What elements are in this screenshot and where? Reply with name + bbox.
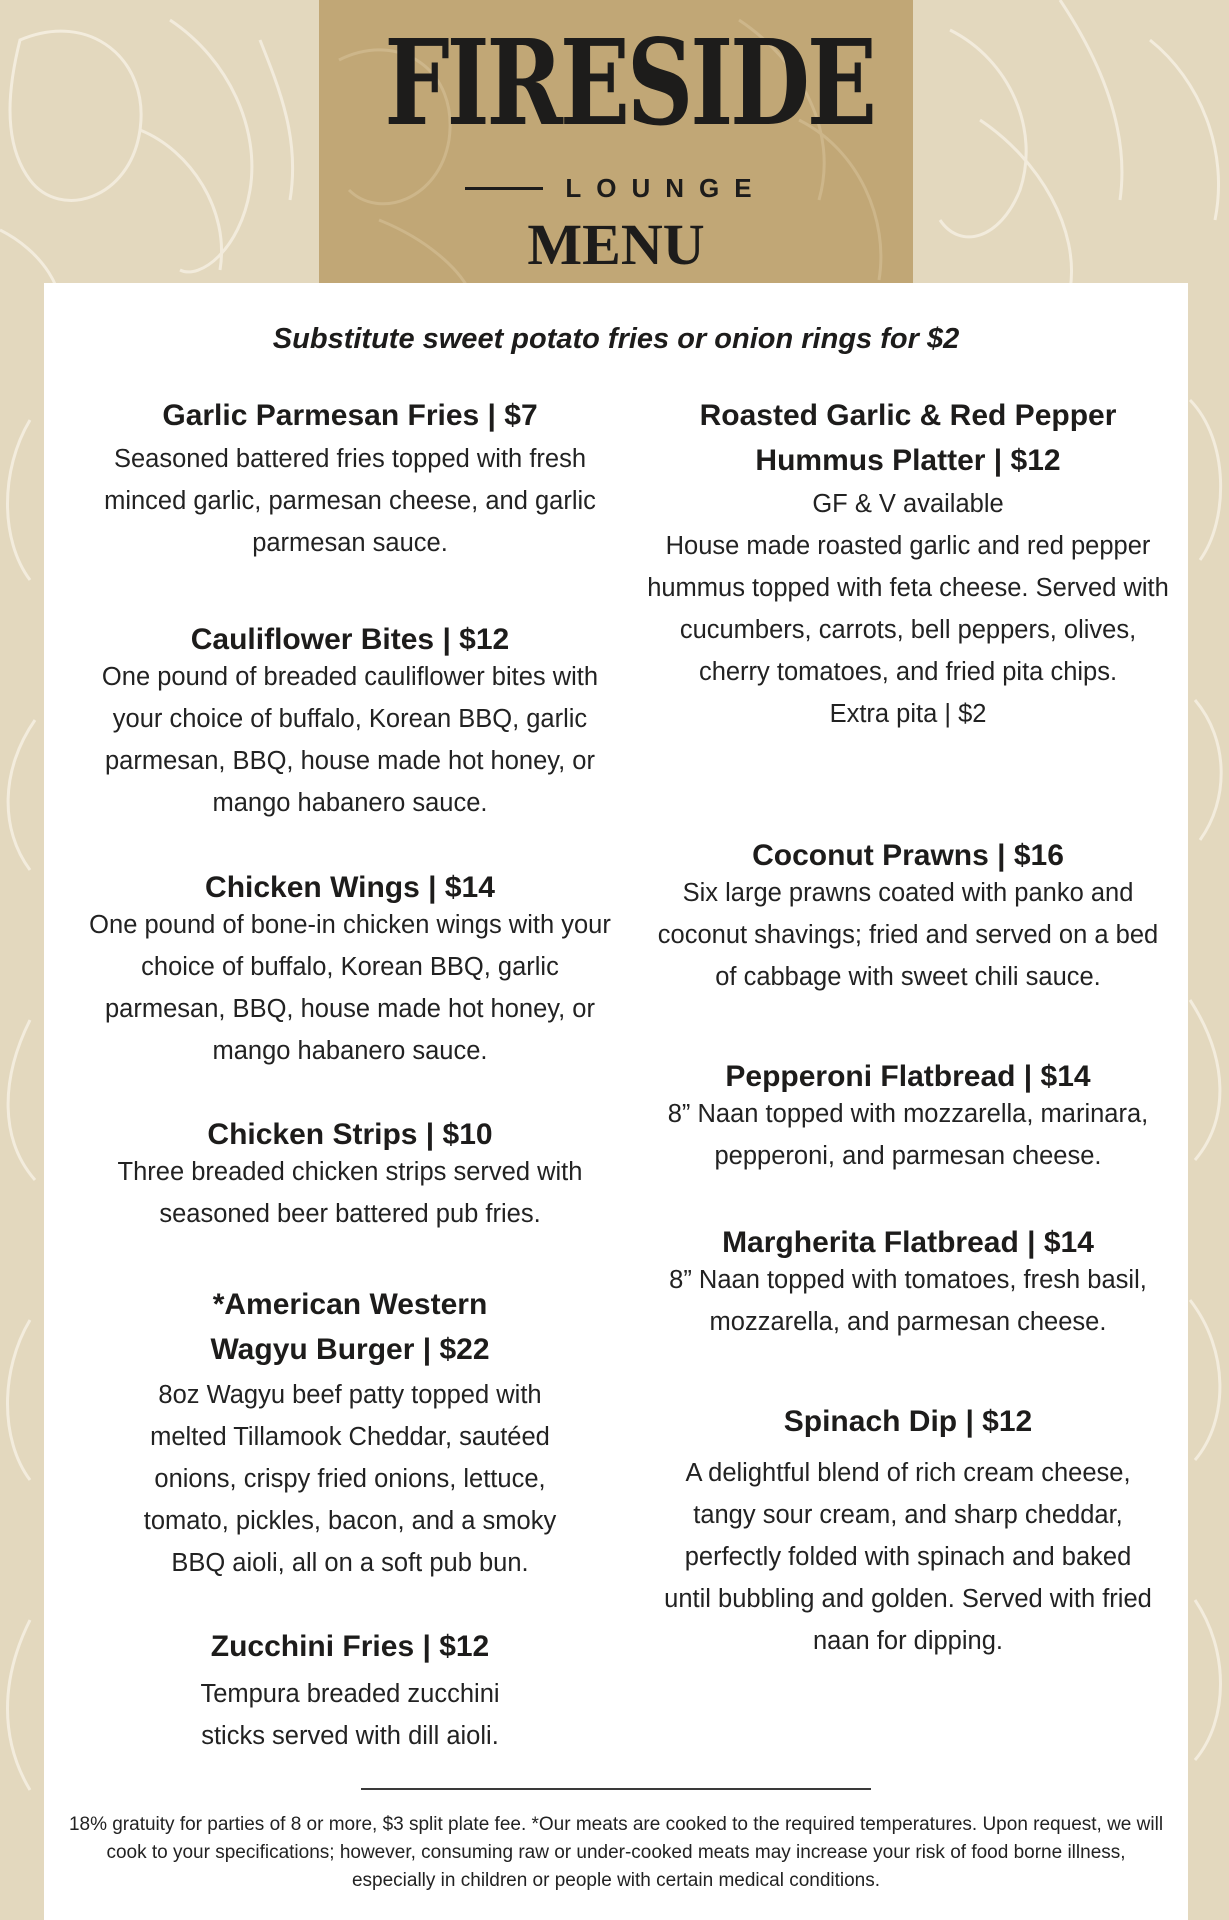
menu-item-description: 8” Naan topped with tomatoes, fresh basil, mozzarella, and parmesan cheese.: [669, 1266, 1147, 1336]
menu-item-title: Coconut Prawns | $16: [752, 839, 1064, 872]
menu-item-description: Six large prawns coated with panko and coconut shavings; fried and served on a bed of cabbage with sweet chili sauce.: [657, 879, 1159, 991]
header-logo-panel: [319, 0, 913, 290]
menu-item-description: A delightful blend of rich cream cheese, tangy sour cream, and sharp cheddar, perfectly folded with spinach and baked until bubbling and golden. Served with fried naan for dipping.: [664, 1459, 1152, 1655]
menu-item-dietary-note: GF & V available: [812, 490, 1004, 518]
menu-item-title: *American Western Wagyu Burger | $22: [210, 1288, 490, 1366]
menu-item-title: Margherita Flatbread | $14: [722, 1226, 1094, 1259]
footer-divider: [361, 1788, 871, 1790]
menu-item: [626, 393, 1190, 735]
logo-rule: [465, 187, 543, 190]
brand-sub-word: LOUNGE: [565, 172, 767, 203]
menu-item-description: One pound of bone-in chicken wings with your choice of buffalo, Korean BBQ, garlic parmesan, BBQ, house made hot honey, or mango habanero sauce.: [89, 911, 611, 1065]
menu-item: [66, 617, 634, 824]
menu-item-title: Cauliflower Bites | $12: [190, 623, 510, 656]
menu-item: [66, 1624, 634, 1757]
menu-item-description: 8oz Wagyu beef patty topped with melted Tillamook Cheddar, sautéed onions, crispy fried onions, lettuce, tomato, pickles, bacon, and a smoky BBQ aioli, all on a soft pub bun.: [143, 1381, 557, 1577]
menu-item-title: Roasted Garlic & Red Pepper Hummus Platter | $12: [699, 399, 1117, 477]
substitution-note: Substitute sweet potato fries or onion rings for $2: [272, 323, 960, 355]
menu-item: [626, 1220, 1190, 1343]
menu-item-description: Seasoned battered fries topped with fresh minced garlic, parmesan cheese, and garlic parmesan sauce.: [104, 445, 596, 557]
menu-item-description: One pound of breaded cauliflower bites with your choice of buffalo, Korean BBQ, garlic parmesan, BBQ, house made hot honey, or mango habanero sauce.: [101, 663, 599, 817]
brand-logo-title: FIRESIDE: [384, 13, 874, 152]
menu-item-title: Zucchini Fries | $12: [210, 1630, 490, 1663]
menu-item-description: Tempura breaded zucchini sticks served with dill aioli.: [200, 1680, 500, 1750]
menu-item-title: Spinach Dip | $12: [783, 1405, 1033, 1438]
brand-logo-subtitle: [319, 172, 913, 204]
menu-item-description: 8” Naan topped with mozzarella, marinara, pepperoni, and parmesan cheese.: [667, 1100, 1149, 1170]
menu-item-description: House made roasted garlic and red pepper hummus topped with feta cheese. Served with cucumbers, carrots, bell peppers, olives, cherry tomatoes, and fried pita chips.: [647, 532, 1169, 686]
menu-item: [626, 833, 1190, 998]
menu-heading: MENU: [527, 212, 705, 277]
menu-item: [66, 1282, 634, 1584]
menu-item-title: Garlic Parmesan Fries | $7: [162, 399, 538, 432]
menu-item-title: Pepperoni Flatbread | $14: [725, 1060, 1091, 1093]
menu-item-title: Chicken Wings | $14: [205, 871, 495, 904]
menu-item: [66, 393, 634, 564]
gratuity-and-food-safety-notice: 18% gratuity for parties of 8 or more, $3 split plate fee. *Our meats are cooked to the required temperatures. Upon request, we will cook to your specifications; however, consuming raw or under-cooked meats may increase your risk of food borne illness, especially in children or people with certain medical conditions.: [68, 1814, 1164, 1891]
menu-card: [44, 283, 1188, 1920]
menu-item-description: Three breaded chicken strips served with seasoned beer battered pub fries.: [117, 1158, 583, 1228]
menu-item: [626, 1399, 1190, 1662]
menu-item-title: Chicken Strips | $10: [207, 1118, 493, 1151]
menu-item: [626, 1054, 1190, 1177]
menu-item: [66, 865, 634, 1072]
menu-item: [66, 1112, 634, 1235]
menu-item-extra: Extra pita | $2: [829, 700, 987, 728]
